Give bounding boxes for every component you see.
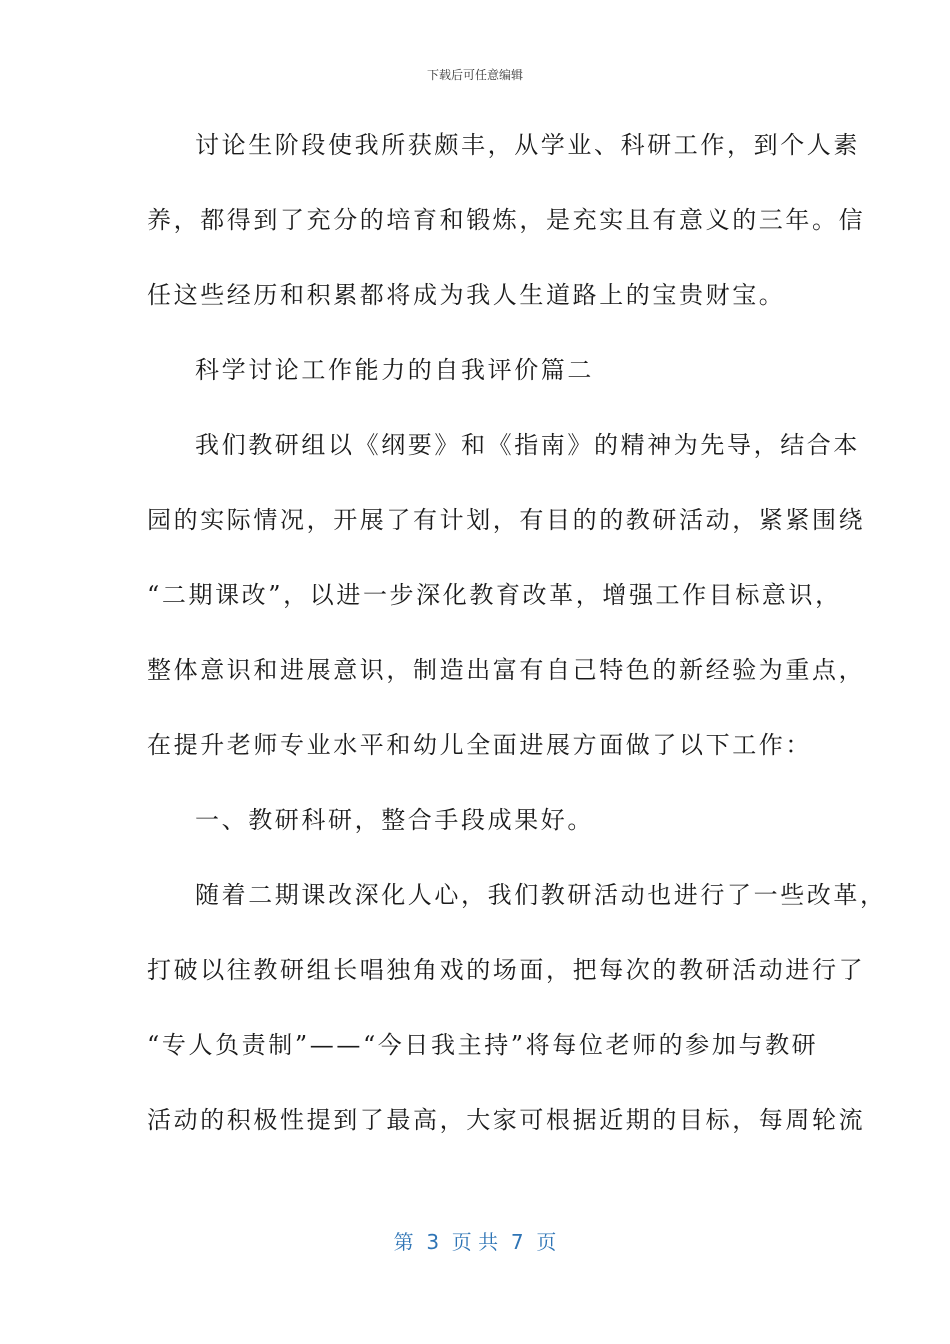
paragraph-line: “专人负责制”——“今日我主持”将每位老师的参加与教研 (147, 1031, 819, 1059)
paragraph-line: 养，都得到了充分的培育和锻炼，是充实且有意义的三年。信 (147, 206, 866, 234)
paragraph-line: 在提升老师专业水平和幼儿全面进展方面做了以下工作： (147, 731, 812, 759)
paragraph-line: “二期课改”，以进一步深化教育改革，增强工作目标意识， (147, 581, 842, 609)
header-note: 下载后可任意编辑 (426, 68, 523, 82)
paragraph-line: 整体意识和进展意识，制造出富有自己特色的新经验为重点， (147, 656, 866, 684)
paragraph-line: 任这些经历和积累都将成为我人生道路上的宝贵财宝。 (147, 281, 786, 309)
section-heading: 科学讨论工作能力的自我评价篇二 (195, 356, 594, 384)
paragraph-line: 讨论生阶段使我所获颇丰，从学业、科研工作，到个人素 (195, 131, 860, 159)
page-number: 第 3 页 共 7 页 (393, 1230, 557, 1254)
subsection-heading: 一、教研科研，整合手段成果好。 (195, 806, 594, 834)
paragraph-line: 活动的积极性提到了最高，大家可根据近期的目标，每周轮流 (147, 1106, 866, 1134)
paragraph-line: 打破以往教研组长唱独角戏的场面，把每次的教研活动进行了 (147, 956, 866, 984)
paragraph-line: 随着二期课改深化人心，我们教研活动也进行了一些改革， (195, 881, 887, 909)
paragraph-line: 园的实际情况，开展了有计划，有目的的教研活动，紧紧围绕 (147, 506, 866, 534)
paragraph-line: 我们教研组以《纲要》和《指南》的精神为先导，结合本 (195, 431, 860, 459)
